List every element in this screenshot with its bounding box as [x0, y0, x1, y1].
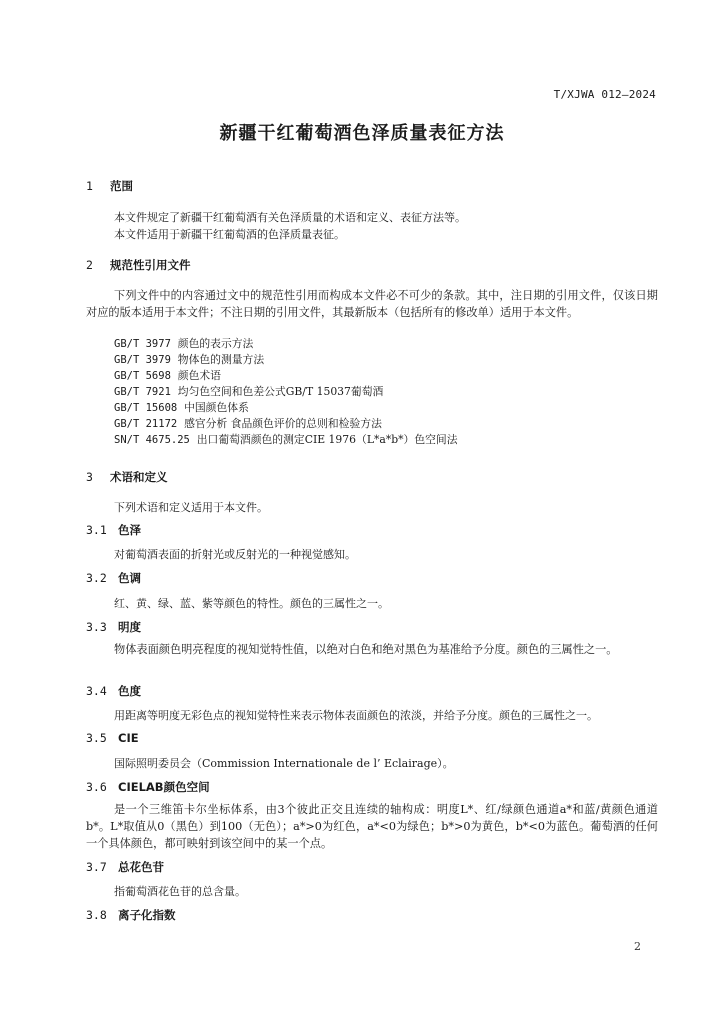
terms-intro: 下列术语和定义适用于本文件。: [114, 501, 268, 514]
reference-name: 出口葡萄酒颜色的测定CIE 1976（L*a*b*）色空间法: [196, 433, 458, 446]
section-title: 范围: [110, 179, 134, 193]
term-number: 3.4: [86, 684, 107, 698]
reference-item: [114, 352, 458, 368]
term-definition: 指葡萄酒花色苷的总含量。: [114, 885, 246, 898]
reference-name: 颜色的表示方法: [177, 337, 254, 350]
term-number: 3.5: [86, 731, 107, 745]
term-title: 明度: [118, 620, 141, 634]
reference-code: GB/T 3977: [114, 338, 171, 350]
term-heading: [86, 779, 210, 795]
term-definition: 对葡萄酒表面的折射光或反射光的一种视觉感知。: [114, 548, 356, 561]
term-title: 离子化指数: [118, 908, 176, 922]
reference-code: SN/T 4675.25: [114, 434, 190, 446]
term-title: CIE: [118, 731, 139, 745]
term-heading: [86, 683, 141, 699]
reference-name: 中国颜色体系: [184, 401, 249, 414]
term-title: 色调: [118, 571, 141, 585]
section-title: 规范性引用文件: [110, 258, 191, 272]
section-number: 2: [86, 258, 93, 272]
reference-item: [114, 336, 458, 352]
section-number: 3: [86, 470, 93, 484]
reference-item: [114, 432, 458, 448]
document-title: 新疆干红葡萄酒色泽质量表征方法: [219, 123, 505, 144]
term-title: 总花色苷: [118, 860, 164, 874]
references-intro-paragraph: 下列文件中的内容通过文中的规范性引用而构成本文件必不可少的条款。其中，注日期的引用文件，仅该日期对应的版本适用于本文件；不注日期的引用文件，其最新版本（包括所有的修改单）适用于本文件。: [86, 289, 658, 319]
term-definition: 红、黄、绿、蓝、紫等颜色的特性。颜色的三属性之一。: [114, 597, 389, 610]
reference-item: [114, 368, 458, 384]
reference-code: GB/T 5698: [114, 370, 171, 382]
term-title: 色度: [118, 684, 141, 698]
reference-code: GB/T 7921: [114, 386, 171, 398]
term-heading: [86, 859, 164, 875]
term-definition: 是一个三维笛卡尔坐标体系，由3个彼此正交且连续的轴构成：明度L*、红/绿颜色通道a*和蓝/黄颜色通道b*。L*取值从0（黑色）到100（无色）；a*>0为红色，a*<0为绿色；b*>0为黄色，b*<0为蓝色。葡萄酒的任何一个具体颜色，都可映射到该空间中的某一个点。: [86, 803, 658, 850]
section-heading-scope: [86, 178, 133, 194]
reference-code: GB/T 21172: [114, 418, 178, 430]
reference-list: [114, 336, 458, 448]
document-code: T/XJWA 012—2024: [553, 88, 656, 101]
section-number: 1: [86, 179, 93, 193]
term-number: 3.7: [86, 860, 107, 874]
term-number: 3.2: [86, 571, 107, 585]
term-heading: [86, 907, 176, 923]
section-heading-normative-references: [86, 257, 191, 273]
term-title: 色泽: [118, 523, 141, 537]
term-heading: [86, 570, 141, 586]
scope-paragraph-1: 本文件规定了新疆干红葡萄酒有关色泽质量的术语和定义、表征方法等。: [114, 211, 466, 224]
reference-item: [114, 416, 458, 432]
scope-paragraph-2: 本文件适用于新疆干红葡萄酒的色泽质量表征。: [114, 228, 345, 241]
term-title: CIELAB颜色空间: [118, 780, 210, 794]
term-heading: [86, 522, 141, 538]
reference-name: 均匀色空间和色差公式GB/T 15037葡萄酒: [177, 385, 384, 398]
reference-name: 感官分析 食品颜色评价的总则和检验方法: [184, 417, 382, 430]
term-definition: 国际照明委员会（Commission Internationale de l’ Eclairage）。: [114, 757, 454, 770]
term-number: 3.8: [86, 908, 107, 922]
page-number: 2: [634, 940, 641, 953]
term-number: 3.3: [86, 620, 107, 634]
term-heading: [86, 619, 141, 635]
section-title: 术语和定义: [110, 470, 168, 484]
term-number: 3.1: [86, 523, 107, 537]
reference-code: GB/T 3979: [114, 354, 171, 366]
term-heading: [86, 731, 139, 745]
section-heading-terms: [86, 469, 168, 485]
reference-code: GB/T 15608: [114, 402, 178, 414]
reference-name: 颜色术语: [177, 369, 221, 382]
reference-item: [114, 400, 458, 416]
reference-name: 物体色的测量方法: [177, 353, 265, 366]
term-definition: 用距离等明度无彩色点的视知觉特性来表示物体表面颜色的浓淡，并给予分度。颜色的三属性之一。: [114, 709, 598, 722]
term-definition: 物体表面颜色明亮程度的视知觉特性值，以绝对白色和绝对黑色为基准给予分度。颜色的三属性之一。: [114, 643, 618, 656]
reference-item: [114, 384, 458, 400]
term-number: 3.6: [86, 780, 107, 794]
